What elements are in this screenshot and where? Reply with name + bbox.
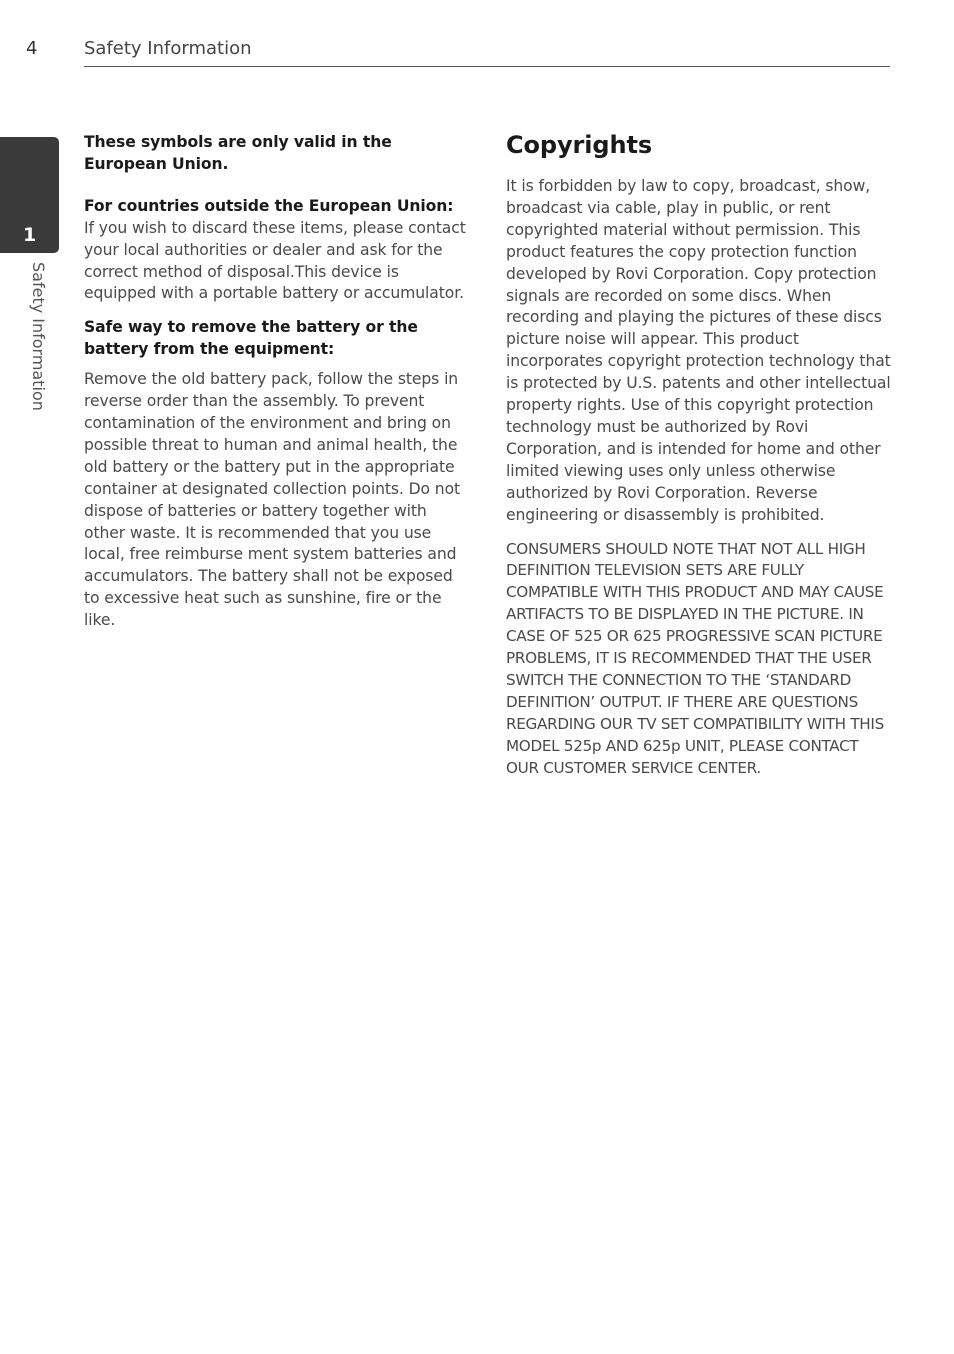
- copyrights-title: Copyrights: [506, 131, 653, 159]
- outside-eu-heading: For countries outside the European Union:: [84, 196, 454, 215]
- section-tab-number: 1: [23, 224, 37, 246]
- left-column: [84, 132, 470, 632]
- eu-notice: These symbols are only valid in the European Union.: [84, 133, 392, 173]
- battery-heading: Safe way to remove the battery or the battery from the equipment:: [84, 318, 418, 359]
- copyrights-paragraph: It is forbidden by law to copy, broadcast, show, broadcast via cable, play in public, or rent copyrighted material without permission. This product features the copy protection function developed by Rovi Corporation. Copy protection signals are recorded on some discs. When recording and playing the pictures of these discs picture noise will appear. This product incorporates copyright protection technology that is protected by U.S. patents and other intellectual property rights. Use of this copyright protection technology must be authorized by Rovi Corporation, and is intended for home and other limited viewing uses only unless otherwise authorized by Rovi Corporation. Reverse engineering or disassembly is prohibited.: [506, 177, 891, 524]
- right-column: [506, 128, 892, 779]
- hd-compatibility-notice: CONSUMERS SHOULD NOTE THAT NOT ALL HIGH DEFINITION TELEVISION SETS ARE FULLY COMPATIBLE WITH THIS PRODUCT AND MAY CAUSE ARTIFACTS TO BE DISPLAYED IN THE PICTURE. IN CASE OF 525 OR 625 PROGRESSIVE SCAN PICTURE PROBLEMS, IT IS RECOMMENDED THAT THE USER SWITCH THE CONNECTION TO THE ‘STANDARD DEFINITION’ OUTPUT. IF THERE ARE QUESTIONS REGARDING OUR TV SET COMPATIBILITY WITH THIS MODEL 525p AND 625p UNIT, PLEASE CONTACT OUR CUSTOMER SERVICE CENTER.: [506, 539, 884, 777]
- page-number: 4: [26, 38, 38, 59]
- section-tab-label: Safety Information: [29, 262, 48, 411]
- header-divider: [84, 66, 890, 67]
- battery-text: Remove the old battery pack, follow the steps in reverse order than the assembly. To prevent contamination of the environment and bring on possible threat to human and animal health, the old battery or the battery put in the appropriate container at designated collection points. Do not dispose of batteries or battery together with other waste. It is recommended that you use local, free reimburse ment system batteries and accumulators. The battery shall not be exposed to excessive heat such as sunshine, fire or the like.: [84, 370, 461, 630]
- header-title: Safety Information: [84, 38, 252, 59]
- outside-eu-text: If you wish to discard these items, please contact your local authorities or dealer and ask for the correct method of disposal.This device is equipped with a portable battery or accumulator.: [84, 218, 466, 303]
